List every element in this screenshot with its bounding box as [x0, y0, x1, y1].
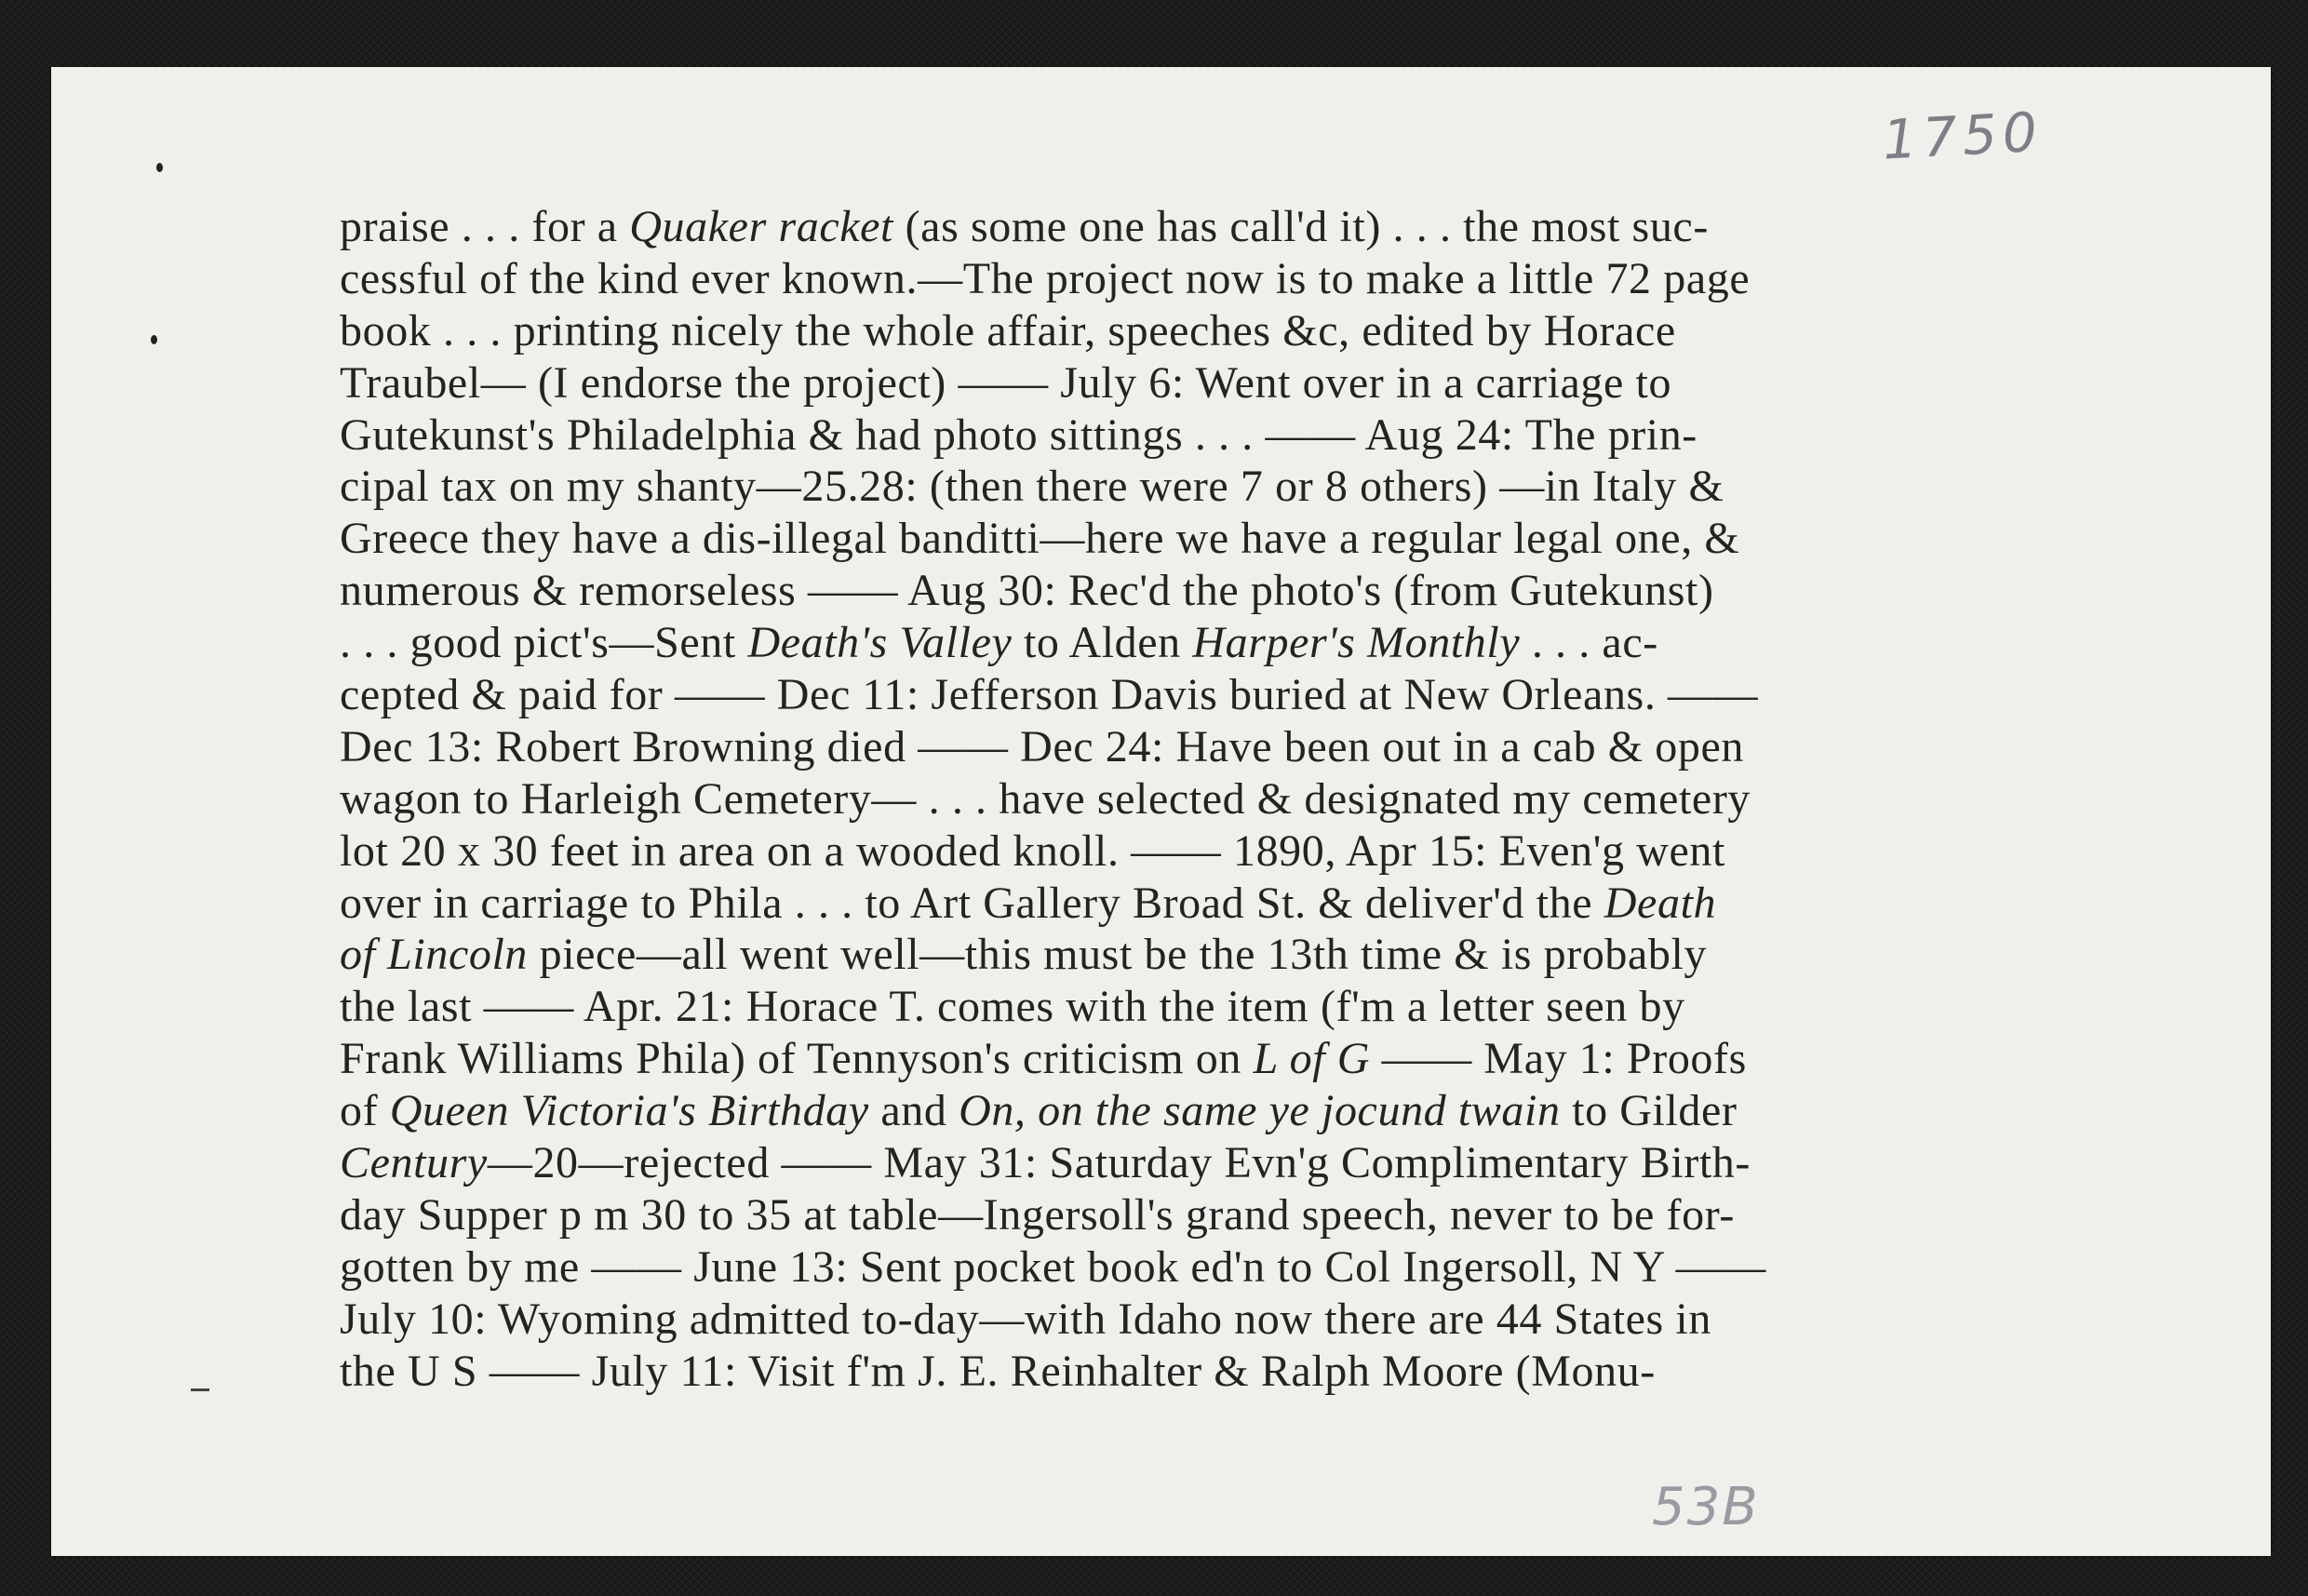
text-run: to Alden: [1012, 618, 1193, 668]
text-line: [340, 1294, 2056, 1346]
text-line: [340, 773, 2056, 825]
text-run: —— May 1: Proofs: [1370, 1034, 1747, 1084]
text-run: cepted & paid for —— Dec 11: Jefferson Davis buried at New Orleans. ——: [340, 670, 1759, 720]
text-run: Frank Williams Phila) of Tennyson's criticism on: [340, 1034, 1254, 1084]
italic-title: Century: [340, 1138, 488, 1188]
text-run: wagon to Harleigh Cemetery— . . . have selected & designated my cemetery: [340, 773, 1751, 824]
text-line: [340, 1189, 2056, 1241]
text-run: cessful of the kind ever known.—The project now is to make a little 72 page: [340, 253, 1751, 303]
catalog-number: 1750: [1881, 100, 2045, 172]
ink-dot: [151, 335, 157, 344]
italic-title: Quaker racket: [629, 202, 893, 251]
text-run: praise . . . for a: [340, 202, 630, 251]
text-line: [340, 929, 2056, 981]
ink-dot: [156, 163, 163, 172]
text-run: Traubel— (I endorse the project) —— July 6: Went over in a carriage to: [340, 357, 1672, 408]
text-run: the last —— Apr. 21: Horace T. comes with the item (f'm a letter seen by: [340, 982, 1685, 1032]
italic-title: Death: [1604, 878, 1717, 928]
text-run: and: [868, 1086, 959, 1136]
text-line: [340, 513, 2056, 565]
italic-title: On, on the same ye jocund twain: [959, 1086, 1561, 1136]
text-line: [340, 305, 2056, 357]
text-line: [340, 201, 2056, 253]
text-run: over in carriage to Phila . . . to Art Gallery Broad St. & deliver'd the: [340, 878, 1604, 928]
margin-mark: [191, 1388, 209, 1391]
text-run: lot 20 x 30 feet in area on a wooded knoll. —— 1890, Apr 15: Even'g went: [340, 825, 1725, 876]
text-line: [340, 617, 2056, 669]
text-run: . . . good pict's—Sent: [340, 618, 748, 668]
folio-number: 53B: [1652, 1477, 1760, 1537]
text-line: [340, 409, 2056, 462]
text-run: gotten by me —— June 13: Sent pocket book ed'n to Col Ingersoll, N Y ——: [340, 1241, 1766, 1292]
text-run: Dec 13: Robert Browning died —— Dec 24: Have been out in a cab & open: [340, 721, 1745, 771]
text-run: Gutekunst's Philadelphia & had photo sittings . . . —— Aug 24: The prin-: [340, 409, 1697, 460]
text-run: to Gilder: [1560, 1086, 1738, 1136]
italic-title: L of G: [1253, 1034, 1371, 1084]
text-line: [340, 825, 2056, 878]
text-line: [340, 1241, 2056, 1294]
text-line: [340, 253, 2056, 305]
text-run: July 10: Wyoming admitted to-day—with Idaho now there are 44 States in: [340, 1294, 1711, 1344]
text-run: day Supper p m 30 to 35 at table—Ingersoll's grand speech, never to be for-: [340, 1189, 1735, 1240]
text-line: [340, 981, 2056, 1033]
italic-title: of Lincoln: [340, 930, 529, 980]
text-line: [340, 1085, 2056, 1137]
text-run: cipal tax on my shanty—25.28: (then there were 7 or 8 others) —in Italy &: [340, 462, 1724, 512]
text-line: [340, 1137, 2056, 1189]
text-run: . . . ac-: [1520, 618, 1658, 668]
text-run: book . . . printing nicely the whole affair, speeches &c, edited by Horace: [340, 305, 1676, 355]
printed-text-block: [340, 201, 2056, 1397]
text-run: of: [340, 1086, 390, 1136]
text-run: the U S —— July 11: Visit f'm J. E. Reinhalter & Ralph Moore (Monu-: [340, 1346, 1656, 1396]
text-run: —20—rejected —— May 31: Saturday Evn'g Complimentary Birth-: [487, 1138, 1751, 1188]
text-run: (as some one has call'd it) . . . the most suc-: [892, 202, 1709, 251]
text-line: [340, 461, 2056, 513]
text-line: [340, 357, 2056, 409]
text-line: [340, 878, 2056, 930]
text-run: piece—all went well—this must be the 13th time & is probably: [528, 930, 1708, 980]
text-line: [340, 1033, 2056, 1085]
text-line: [340, 1346, 2056, 1398]
text-run: Greece they have a dis-illegal banditti—here we have a regular legal one, &: [340, 514, 1740, 564]
italic-title: Queen Victoria's Birthday: [389, 1086, 869, 1136]
text-run: numerous & remorseless —— Aug 30: Rec'd the photo's (from Gutekunst): [340, 566, 1714, 616]
text-line: [340, 669, 2056, 721]
paper-sheet: [51, 67, 2271, 1556]
italic-title: Harper's Monthly: [1192, 618, 1521, 668]
text-line: [340, 721, 2056, 773]
italic-title: Death's Valley: [747, 618, 1013, 668]
text-line: [340, 565, 2056, 617]
